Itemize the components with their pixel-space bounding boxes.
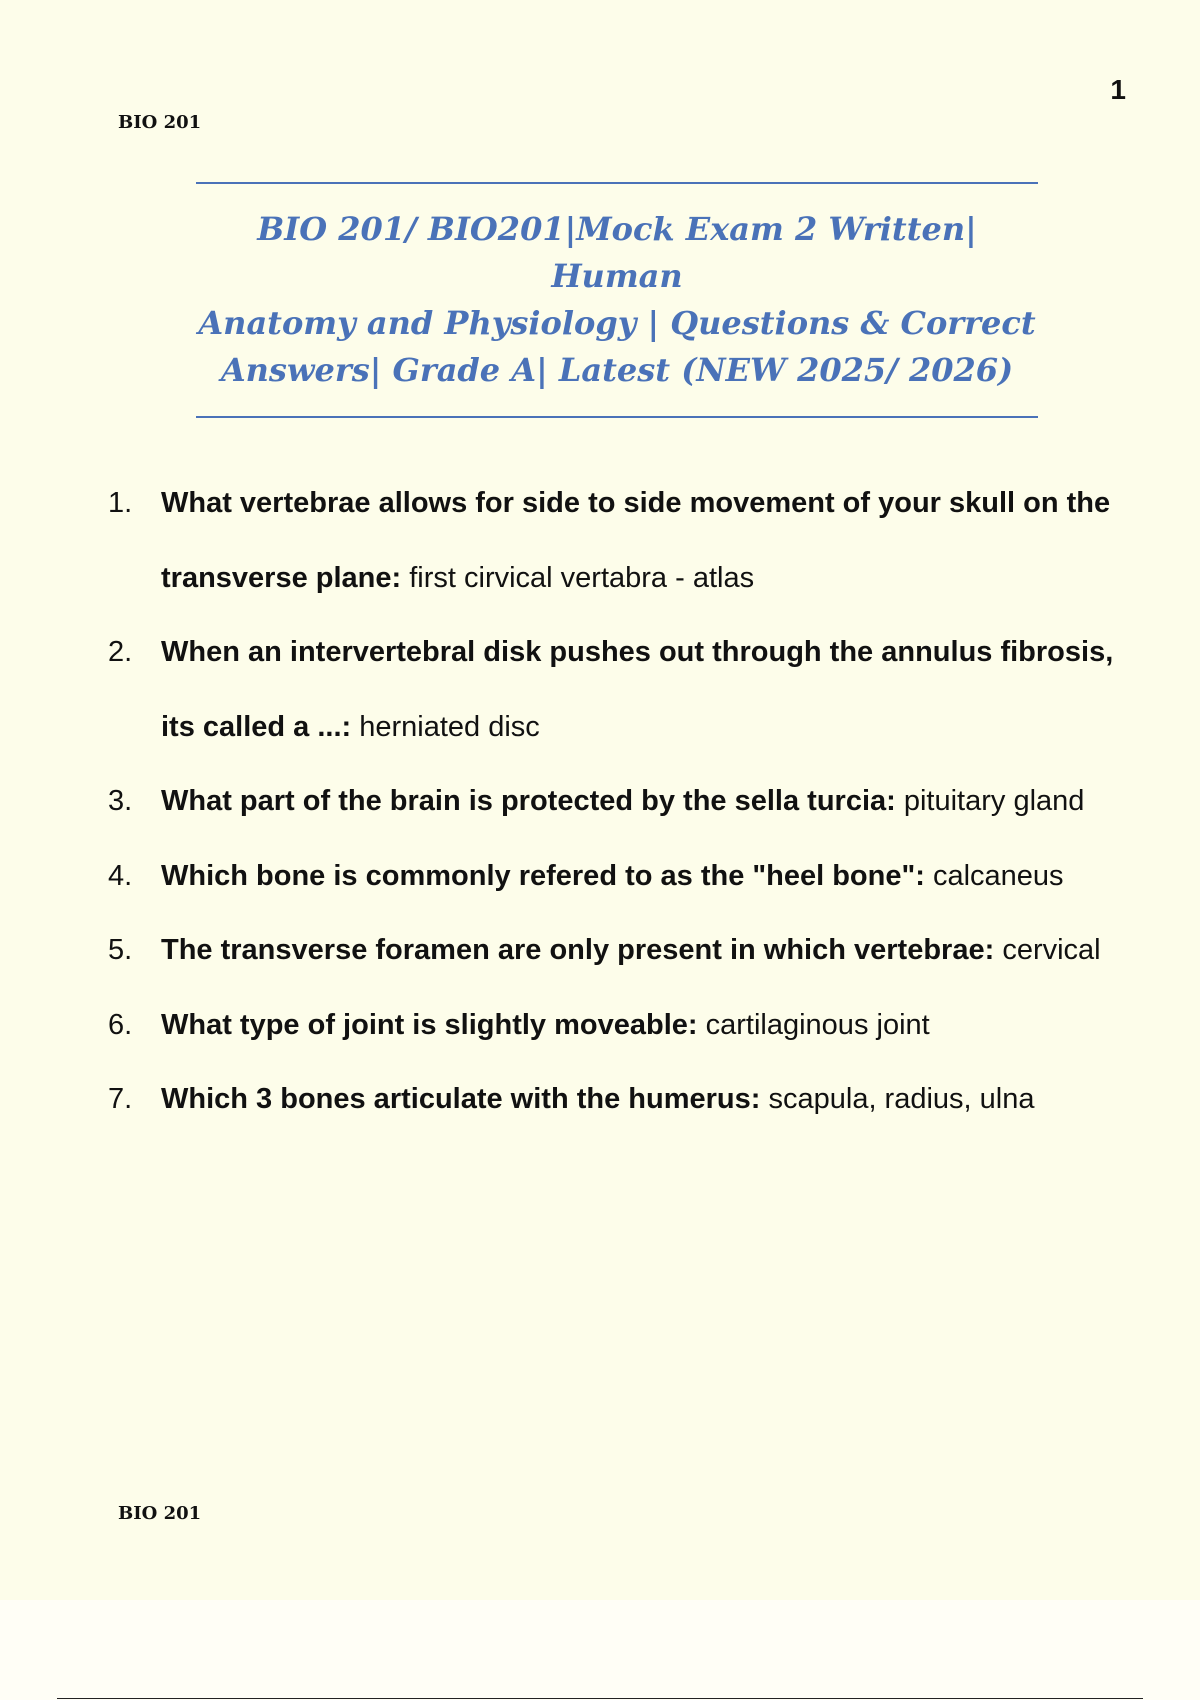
question-text: Which bone is commonly refered to as the "heel bone": [161, 859, 925, 892]
title-line-1: BIO 201/ BIO201|Mock Exam 2 Written| Human [257, 210, 977, 295]
page-divider [57, 1698, 1143, 1699]
question-text: What vertebrae allows for side to side movement of your skull on the transverse plane: [161, 487, 1111, 594]
question-text: What type of joint is slightly moveable: [161, 1008, 698, 1041]
answer-text: cartilaginous joint [705, 1008, 930, 1041]
question-text: Which 3 bones articulate with the humerus: [161, 1083, 761, 1115]
answer-text: herniated disc [359, 710, 540, 743]
item-number: 4. [108, 859, 133, 892]
footer-label: BIO 201 [118, 1503, 202, 1524]
list-item [108, 615, 1118, 764]
item-number: 2. [108, 636, 133, 668]
answer-text: scapula, radius, ulna [768, 1083, 1035, 1115]
list-item [108, 764, 1118, 839]
item-number: 6. [108, 1008, 133, 1041]
item-number: 3. [108, 785, 133, 817]
list-item [108, 839, 1118, 914]
page-gap [0, 1600, 1200, 1700]
page-number: 1 [1110, 74, 1126, 105]
answer-text: cervical [1002, 934, 1101, 966]
header-label: BIO 201 [118, 112, 202, 133]
question-text: The transverse foramen are only present in which vertebrae: [161, 934, 995, 966]
answer-text: first cirvical vertabra - atlas [409, 561, 755, 594]
list-item [108, 1062, 1118, 1137]
list-item [108, 913, 1118, 988]
item-number: 7. [108, 1083, 133, 1115]
question-text: When an intervertebral disk pushes out through the annulus fibrosis, its called a ...: [161, 636, 1114, 743]
list-item [108, 466, 1118, 615]
item-number: 5. [108, 934, 133, 966]
list-item [108, 988, 1118, 1063]
answer-text: calcaneus [932, 859, 1064, 892]
title-line-2: Anatomy and Physiology | Questions & Correct [198, 304, 1036, 342]
document-title [196, 182, 1038, 418]
title-line-3: Answers| Grade A| Latest (NEW 2025/ 2026) [220, 351, 1014, 389]
question-list [108, 466, 1118, 1137]
answer-text: pituitary gland [903, 785, 1085, 817]
item-number: 1. [108, 487, 133, 519]
question-text: What part of the brain is protected by the sella turcia: [161, 785, 896, 817]
